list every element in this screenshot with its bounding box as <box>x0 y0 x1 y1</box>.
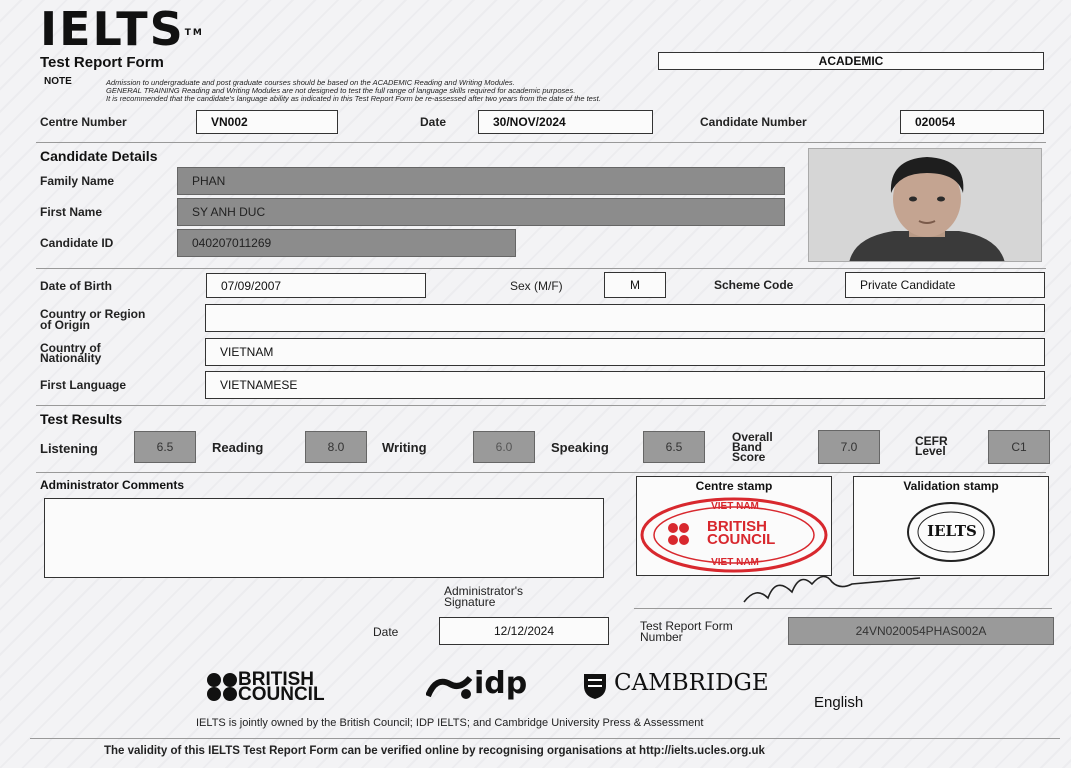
dob-field: 07/09/2007 <box>206 273 426 298</box>
british-council-logo-1: BRITISH <box>238 669 314 690</box>
ielts-logo: IELTS™ <box>40 2 204 56</box>
writing-score: 6.0 <box>473 431 535 463</box>
test-date-field: 30/NOV/2024 <box>478 110 653 134</box>
divider <box>36 472 1046 473</box>
cefr-label-2: Level <box>915 444 946 458</box>
signature-label-2: Signature <box>444 595 496 609</box>
candidate-number-label: Candidate Number <box>700 115 807 129</box>
cambridge-logo: CAMBRIDGE <box>614 670 769 696</box>
centre-number-label: Centre Number <box>40 115 127 129</box>
country-origin-label-2: of Origin <box>40 318 90 332</box>
signature-icon <box>740 566 930 606</box>
idp-swirl-icon <box>426 674 472 700</box>
validation-stamp-box <box>853 476 1049 576</box>
idp-logo: idp <box>474 666 528 701</box>
dob-label: Date of Birth <box>40 279 112 293</box>
stamp-bottom-text: VIET NAM <box>711 557 759 568</box>
sex-label: Sex (M/F) <box>510 279 563 293</box>
cefr-level: C1 <box>988 430 1050 464</box>
stamp-brand-2: COUNCIL <box>707 531 776 548</box>
admin-comments-title: Administrator Comments <box>40 478 185 492</box>
overall-label-1: Overall <box>732 430 773 444</box>
validity-text: The validity of this IELTS Test Report Form can be verified online by recognising organisations at http://ielts.ucles.org.uk <box>104 745 765 757</box>
candidate-photo <box>808 148 1042 262</box>
trf-number-field: 24VN020054PHAS002A <box>788 617 1054 645</box>
stamp-top-text: VIET NAM <box>711 501 759 512</box>
nationality-label-2: Nationality <box>40 351 102 365</box>
candidate-id-field: 040207011269 <box>177 229 516 257</box>
family-name-field: PHAN <box>177 167 785 195</box>
admin-date-field: 12/12/2024 <box>439 617 609 645</box>
nationality-field: VIETNAM <box>205 338 1045 366</box>
trf-label-2: Number <box>640 630 683 644</box>
note-line-3: It is recommended that the candidate's language ability as indicated in this Test Report Form be re-assessed after two years from the date of the test. <box>106 94 601 103</box>
reading-label: Reading <box>212 440 264 455</box>
overall-label-2: Band <box>732 440 762 454</box>
validation-stamp-title: Validation stamp <box>903 479 999 493</box>
first-language-field: VIETNAMESE <box>205 371 1045 399</box>
divider <box>634 608 1052 609</box>
signature-label-1: Administrator's <box>444 584 523 598</box>
writing-label: Writing <box>382 440 427 455</box>
note-line-2: GENERAL TRAINING Reading and Writing Modules are not designed to test the full range of language skills required for academic purposes. <box>106 86 576 95</box>
trf-label-1: Test Report Form <box>640 619 733 633</box>
first-name-field: SY ANH DUC <box>177 198 785 226</box>
scheme-code-field: Private Candidate <box>845 272 1045 298</box>
country-origin-field <box>205 304 1045 332</box>
speaking-score: 6.5 <box>643 431 705 463</box>
form-title: Test Report Form <box>40 54 164 71</box>
cambridge-shield-icon <box>582 672 608 700</box>
cambridge-english: English <box>814 694 864 711</box>
note-line-1: Admission to undergraduate and post graduate courses should be based on the ACADEMIC Reading and Writing Modules. <box>106 78 515 87</box>
overall-label-3: Score <box>732 450 766 464</box>
note-label: NOTE <box>44 76 72 87</box>
candidate-id-label: Candidate ID <box>40 236 114 250</box>
divider <box>30 738 1060 739</box>
british-council-logo-2: COUNCIL <box>238 684 325 705</box>
centre-stamp-title: Centre stamp <box>695 479 773 493</box>
centre-stamp-box <box>636 476 832 576</box>
reading-score: 8.0 <box>305 431 367 463</box>
cefr-label-1: CEFR <box>915 434 948 448</box>
candidate-number-field: 020054 <box>900 110 1044 134</box>
test-date-label: Date <box>420 115 447 129</box>
sex-field: M <box>604 272 666 298</box>
test-results-title: Test Results <box>40 411 123 427</box>
admin-date-label: Date <box>373 625 399 639</box>
ownership-text: IELTS is jointly owned by the British Council; IDP IELTS; and Cambridge University Press & Assessment <box>196 717 704 729</box>
stamp-brand-1: BRITISH <box>707 518 767 535</box>
speaking-label: Speaking <box>551 440 609 455</box>
scheme-code-label: Scheme Code <box>714 278 794 292</box>
nationality-label-1: Country of <box>40 341 101 355</box>
divider <box>36 405 1046 406</box>
admin-comments-box <box>44 498 604 578</box>
validation-logo-text: IELTS <box>927 522 977 540</box>
module-box: ACADEMIC <box>658 52 1044 70</box>
listening-label: Listening <box>40 441 98 456</box>
divider <box>36 142 1046 143</box>
listening-score: 6.5 <box>134 431 196 463</box>
family-name-label: Family Name <box>40 174 115 188</box>
divider <box>36 268 1046 269</box>
first-language-label: First Language <box>40 378 127 392</box>
centre-number-field: VN002 <box>196 110 338 134</box>
country-origin-label-1: Country or Region <box>40 307 146 321</box>
overall-score: 7.0 <box>818 430 880 464</box>
first-name-label: First Name <box>40 205 103 219</box>
candidate-details-title: Candidate Details <box>40 148 158 164</box>
